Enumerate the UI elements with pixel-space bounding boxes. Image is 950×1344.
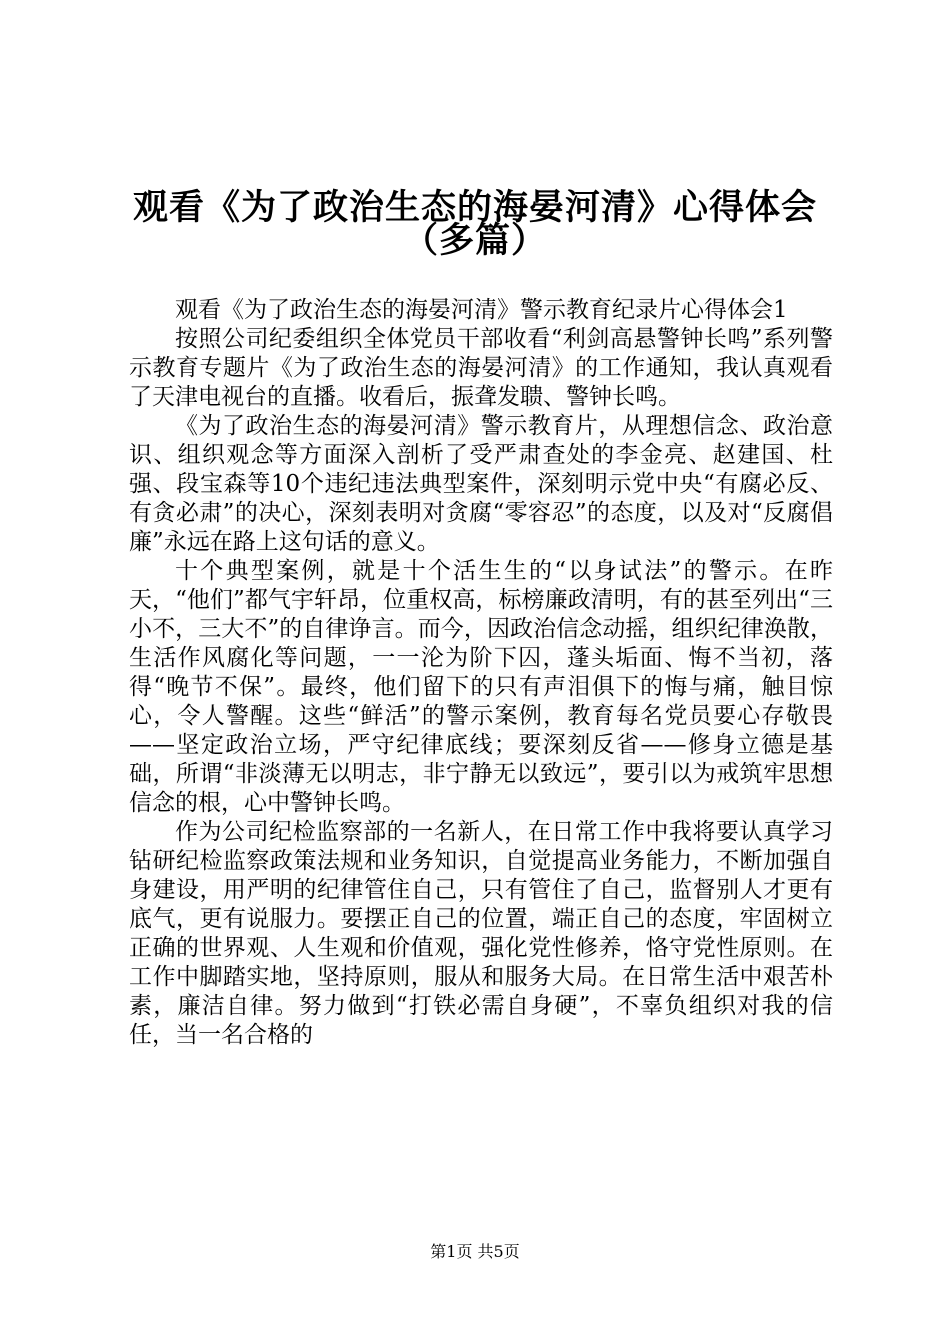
document-title: 观看《为了政治生态的海晏河清》心得体会 [132, 187, 817, 228]
body-paragraph: 十个典型案例，就是十个活生生的“以身试法”的警示。在昨天，“他们”都气宇轩昂，位重权高，标榜廉政清明，有的甚至列出“三小不，三大不”的自律诤言。而今，因政治信念动摇，组织纪律涣散，生活作风腐化等问题，一一沦为阶下囚，蓬头垢面、悔不当初，落得“晚节不保”。最终，他们留下的只有声泪俱下的悔与痛，触目惊心，令人警醒。这些“鲜活”的警示案例，教育每名党员要心存敬畏——坚定政治立场，严守纪律底线；要深刻反省——修身立德是基础，所谓“非淡薄无以明志，非宁静无以致远”，要引以为戒筑牢思想信念的根，心中警钟长鸣。 [129, 558, 833, 816]
document-title-suffix: （多篇） [402, 220, 547, 261]
page-footer: 第1页 共5页 [430, 1242, 520, 1261]
document-body [129, 296, 833, 1050]
body-paragraph: 《为了政治生态的海晏河清》警示教育片，从理想信念、政治意识、组织观念等方面深入剖析了受严肃查处的李金亮、赵建国、杜强、段宝森等10个违纪违法典型案件，深刻明示党中央“有腐必反、有贪必肃”的决心，深刻表明对贪腐“零容忍”的态度，以及对“反腐倡廉”永远在路上这句话的意义。 [129, 413, 833, 555]
body-paragraph: 按照公司纪委组织全体党员干部收看“利剑高悬警钟长鸣”系列警示教育专题片《为了政治生态的海晏河清》的工作通知，我认真观看了天津电视台的直播。收看后，振聋发聩、警钟长鸣。 [129, 326, 833, 410]
article-subtitle: 观看《为了政治生态的海晏河清》警示教育纪录片心得体会1 [175, 297, 788, 323]
body-paragraph: 作为公司纪检监察部的一名新人，在日常工作中我将要认真学习钻研纪检监察政策法规和业务知识，自觉提高业务能力，不断加强自身建设，用严明的纪律管住自己，只有管住了自己，监督别人才更有底气，更有说服力。要摆正自己的位置，端正自己的态度，牢固树立正确的世界观、人生观和价值观，强化党性修养，恪守党性原则。在工作中脚踏实地，坚持原则，服从和服务大局。在日常生活中艰苦朴素，廉洁自律。努力做到“打铁必需自身硬”，不辜负组织对我的信任，当一名合格的 [129, 819, 833, 1048]
